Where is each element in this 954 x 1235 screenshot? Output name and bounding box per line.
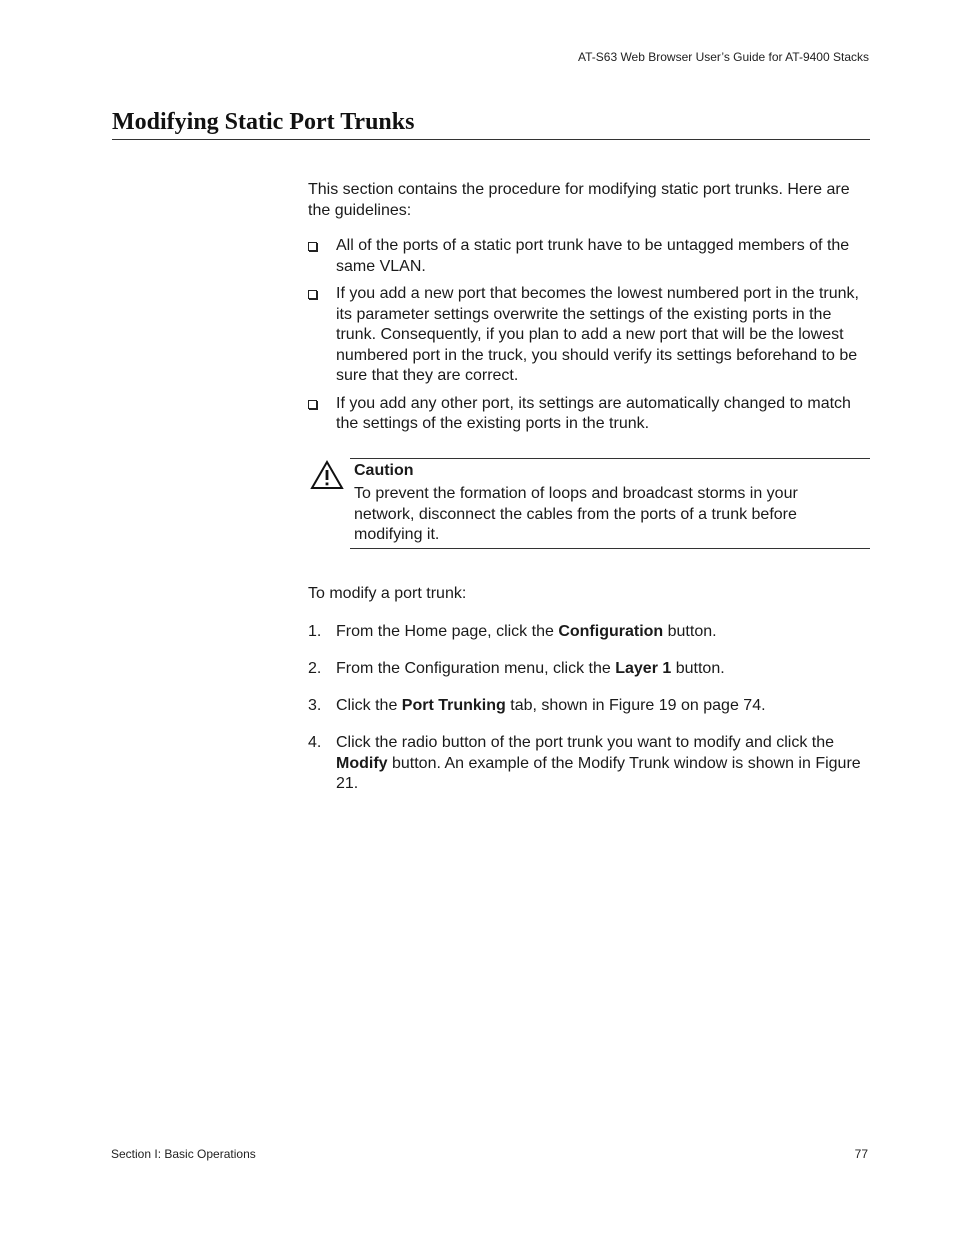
step-text: button. An example of the Modify Trunk window is shown in Figure 21. bbox=[336, 754, 861, 792]
caution-title: Caution bbox=[354, 462, 414, 479]
caution-top-rule bbox=[350, 458, 870, 459]
guideline-text: If you add any other port, its settings are automatically changed to match the settings of the existing ports in the trunk. bbox=[336, 394, 851, 432]
guidelines-list bbox=[308, 236, 870, 442]
step-bold-text: Configuration bbox=[558, 623, 664, 640]
intro-paragraph: This section contains the procedure for modifying static port trunks. Here are the guidelines: bbox=[308, 181, 850, 219]
step-text: button. bbox=[671, 660, 725, 677]
step-text: From the Home page, click the bbox=[336, 623, 559, 640]
section-title: Modifying Static Port Trunks bbox=[112, 106, 870, 140]
step-bold-text: Layer 1 bbox=[615, 660, 672, 677]
list-item bbox=[308, 733, 870, 795]
running-header: AT-S63 Web Browser User’s Guide for AT-9400 Stacks bbox=[577, 50, 869, 64]
footer-page-number: 77 bbox=[854, 1147, 868, 1161]
list-item bbox=[308, 622, 870, 643]
step-text: tab, shown in Figure 19 on page 74. bbox=[505, 697, 766, 714]
caution-bottom-rule bbox=[350, 548, 870, 549]
caution-box bbox=[308, 458, 870, 549]
step-bold-text: Port Trunking bbox=[401, 697, 506, 714]
box-bullet-icon bbox=[308, 400, 317, 409]
step-number: 4. bbox=[308, 734, 322, 751]
caution-text: To prevent the formation of loops and broadcast storms in your network, disconnect the cables from the ports of a trunk before modifying it. bbox=[354, 485, 798, 543]
step-text: Click the bbox=[336, 697, 402, 714]
list-item bbox=[308, 696, 870, 717]
list-item bbox=[308, 659, 870, 680]
list-item bbox=[308, 236, 870, 277]
procedure-steps bbox=[308, 622, 870, 811]
step-bold-text: Modify bbox=[336, 754, 388, 772]
box-bullet-icon bbox=[308, 242, 317, 251]
step-text: From the Configuration menu, click the bbox=[336, 660, 616, 677]
list-item bbox=[308, 284, 870, 387]
box-bullet-icon bbox=[308, 290, 317, 299]
list-item bbox=[308, 394, 870, 435]
step-number: 2. bbox=[308, 660, 322, 677]
step-text: Click the radio button of the port trunk you want to modify and click the bbox=[336, 734, 835, 751]
step-number: 1. bbox=[308, 623, 322, 640]
guideline-text: If you add a new port that becomes the lowest numbered port in the trunk, its parameter settings overwrite the settings of the existing ports in the trunk. Consequently, if you plan to add a new port that will be the lowest numbered port in the truck, you should verify its settings beforehand to be sure that they are correct. bbox=[336, 285, 859, 384]
step-number: 3. bbox=[308, 697, 322, 714]
procedure-lead: To modify a port trunk: bbox=[308, 585, 467, 602]
footer-section-label: Section I: Basic Operations bbox=[111, 1147, 256, 1161]
warning-triangle-icon bbox=[310, 460, 344, 490]
step-text: button. bbox=[663, 623, 717, 640]
guideline-text: All of the ports of a static port trunk have to be untagged members of the same VLAN. bbox=[336, 237, 850, 275]
